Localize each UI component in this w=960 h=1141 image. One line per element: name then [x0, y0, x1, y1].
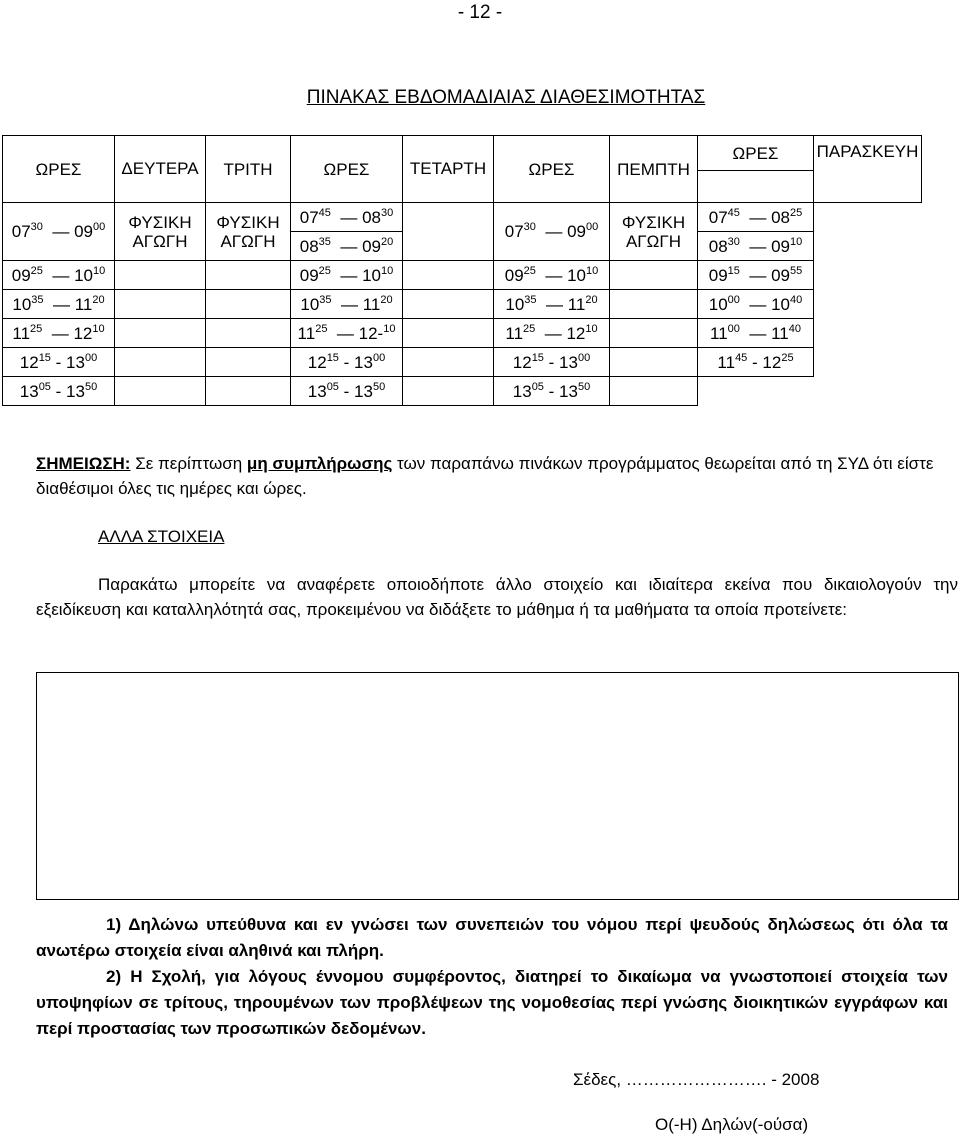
col-header-hours-3: ΩΡΕΣ: [494, 136, 610, 203]
time-cell: $08^{35}$ — $09^{20}$: [291, 232, 403, 261]
page-title: ΠΙΝΑΚΑΣ ΕΒΔΟΜΑΔΙΑΙΑΣ ΔΙΑΘΕΣΙΜΟΤΗΤΑΣ: [306, 87, 706, 108]
table-header-row: [3, 136, 922, 171]
col-header-wednesday: ΤΕΤΑΡΤΗ: [403, 136, 494, 203]
time-cell: $10^{35}$ — $11^{20}$: [291, 290, 403, 319]
table-row: [3, 348, 922, 377]
declarations: [36, 912, 948, 1042]
table-row: [3, 203, 922, 232]
note-text-1: Σε περίπτωση: [130, 454, 247, 473]
table-row: [3, 377, 922, 406]
declaration-item-1: 1) Δηλώνω υπεύθυνα και εν γνώσει των συνεπειών του νόμου περί ψευδούς δηλώσεως ότι όλα τα ανωτέρω στοιχεία είναι αληθινά και πλήρη.: [36, 915, 948, 960]
col-header-friday: ΠΑΡΑΣΚΕΥΗ: [814, 136, 922, 203]
other-info-heading: ΑΛΛΑ ΣΤΟΙΧΕΙΑ: [98, 527, 225, 546]
time-cell: $07^{30}$ — $09^{00}$: [3, 203, 115, 261]
time-cell: $09^{15}$ — $09^{55}$: [698, 261, 814, 290]
time-cell: $12^{15} - 13^{00}$: [3, 348, 115, 377]
time-cell: $07^{30}$ — $09^{00}$: [494, 203, 610, 261]
time-cell: $10^{00}$ — $10^{40}$: [698, 290, 814, 319]
table-row: [3, 290, 922, 319]
pe-cell: ΦΥΣΙΚΗ ΑΓΩΓΗ: [206, 203, 291, 261]
note-emphasis: μη συμπλήρωσης: [246, 454, 393, 473]
time-cell: $09^{25}$ — $10^{10}$: [291, 261, 403, 290]
other-info-textbox[interactable]: [36, 672, 959, 900]
table-row: [3, 319, 922, 348]
pe-cell: ΦΥΣΙΚΗ ΑΓΩΓΗ: [610, 203, 698, 261]
time-cell: $13^{05} - 13^{50}$: [3, 377, 115, 406]
time-cell: $11^{25}$ — $12^{10}$: [3, 319, 115, 348]
time-cell: $07^{45}$ — $08^{30}$: [291, 203, 403, 232]
time-cell: $10^{35}$ — $11^{20}$: [494, 290, 610, 319]
availability-table: [2, 135, 922, 406]
declaration-item-2: 2) Η Σχολή, για λόγους έννομου συμφέροντος, διατηρεί το δικαίωμα να γνωστοποιεί στοιχεία των υποψηφίων σε τρίτους, τηρουμένων των προβλέψεων της νομοθεσίας περί γνώσης διοικητικών εγγράφων και περί προστασίας των προσωπικών δεδομένων.: [36, 967, 948, 1038]
signer-label: Ο(-Η) Δηλών(-ούσα): [655, 1115, 809, 1134]
time-cell: $12^{15} - 13^{00}$: [291, 348, 403, 377]
col-header-hours-2: ΩΡΕΣ: [291, 136, 403, 203]
time-cell: $09^{25}$ — $10^{10}$: [3, 261, 115, 290]
place-date: Σέδες, ……………………. - 2008: [573, 1070, 820, 1089]
time-cell: $11^{25}$ — 12-$^{10}$: [291, 319, 403, 348]
time-cell: $13^{05} - 13^{50}$: [494, 377, 610, 406]
col-header-monday: ΔΕΥΤΕΡΑ: [115, 136, 206, 203]
time-cell: $08^{30}$ — $09^{10}$: [698, 232, 814, 261]
note-text-2: των παραπάνω πινάκων προγράμματος θεωρείται από τη ΣΥΔ ότι είστε διαθέσιμοι όλες τις ημέρες και ώρες.: [36, 454, 934, 498]
time-cell: $11^{00}$ — $11^{40}$: [698, 319, 814, 348]
time-cell: $13^{05} - 13^{50}$: [291, 377, 403, 406]
empty-cell: [403, 203, 494, 261]
col-header-hours-1: ΩΡΕΣ: [3, 136, 115, 203]
time-cell: $11^{25}$ — $12^{10}$: [494, 319, 610, 348]
note-paragraph: [36, 451, 936, 501]
time-cell: $10^{35}$ — $11^{20}$: [3, 290, 115, 319]
time-cell: $12^{15} - 13^{00}$: [494, 348, 610, 377]
table-row: [3, 261, 922, 290]
col-header-thursday: ΠΕΜΠΤΗ: [610, 136, 698, 203]
time-cell: $09^{25}$ — $10^{10}$: [494, 261, 610, 290]
time-cell: $07^{45}$ — $08^{25}$: [698, 203, 814, 232]
col-header-hours-4: ΩΡΕΣ: [698, 136, 814, 171]
pe-cell: ΦΥΣΙΚΗ ΑΓΩΓΗ: [115, 203, 206, 261]
time-cell: $11^{45} - 12^{25}$: [698, 348, 814, 377]
col-header-tuesday: ΤΡΙΤΗ: [206, 136, 291, 203]
page-number: - 12 -: [457, 2, 503, 23]
note-label: ΣΗΜΕΙΩΣΗ:: [36, 454, 131, 473]
other-info-text: Παρακάτω μπορείτε να αναφέρετε οποιοδήποτε άλλο στοιχείο και ιδιαίτερα εκείνα που δικαιολογούν την εξειδίκευση και καταλληλότητά σας, προκειμένου να διδάξετε το μάθημα ή τα μαθήματα τα οποία προτείνετε:: [36, 575, 958, 619]
